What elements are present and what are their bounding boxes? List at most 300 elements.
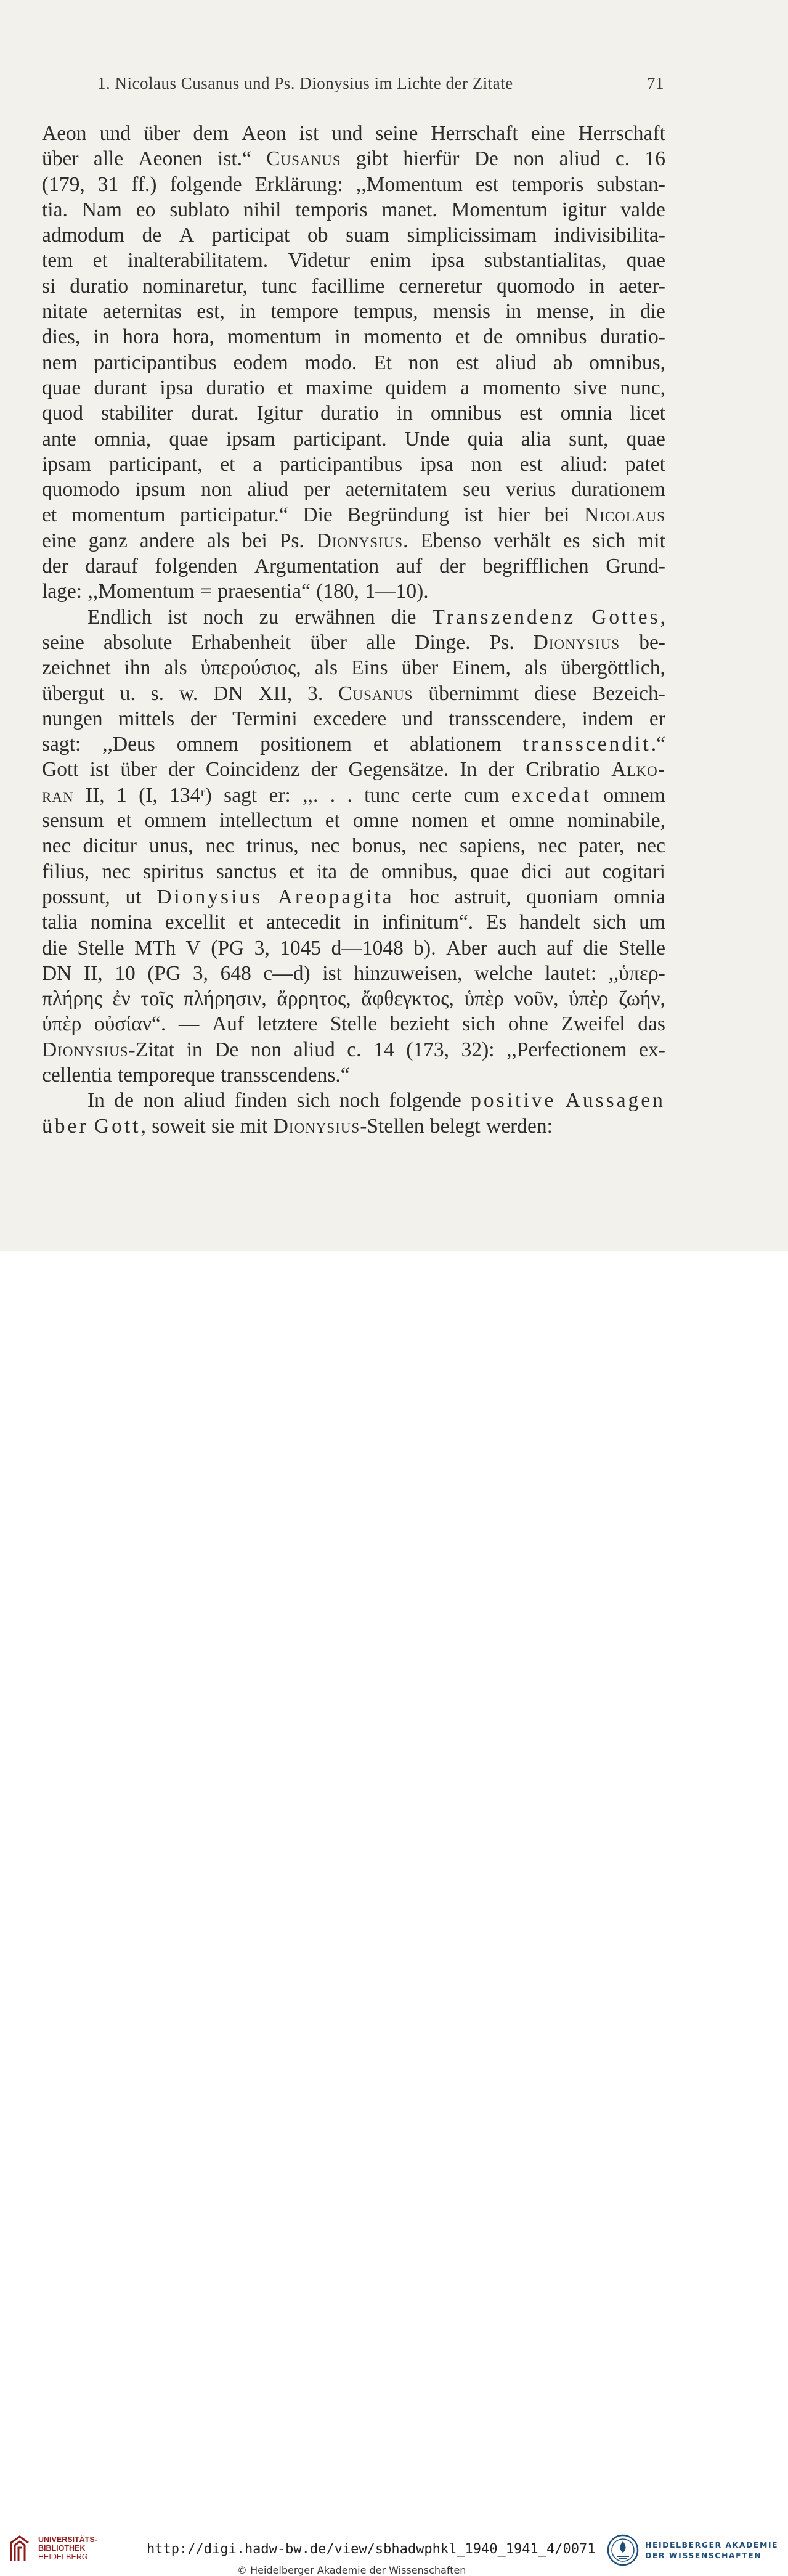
text-word: 134ʳ)	[169, 783, 212, 807]
text-word: omnem	[603, 783, 665, 807]
text-line	[42, 655, 665, 680]
text-word: über	[120, 758, 157, 781]
text-word: Stelle	[77, 936, 124, 960]
text-word: ist	[463, 503, 484, 527]
text-word: astruit,	[454, 885, 511, 908]
text-word: dem	[193, 122, 229, 145]
text-word: De	[214, 1038, 239, 1061]
spaced-emphasis: Aussagen	[565, 1089, 665, 1112]
text-word: momentum	[71, 503, 166, 527]
text-word: a	[460, 376, 470, 399]
text-word: ipsa	[160, 376, 193, 399]
text-word: .	[403, 529, 408, 552]
text-line	[42, 935, 665, 961]
text-word: nunc,	[620, 376, 665, 399]
text-word: nominabile,	[567, 809, 665, 833]
text-line	[42, 477, 665, 502]
running-title: 1. Nicolaus Cusanus und Ps. Dionysius im Lichte der Zitate	[97, 74, 513, 92]
text-word: In	[87, 1089, 105, 1112]
text-word: cellentia	[42, 1063, 112, 1086]
text-word: Aeon	[242, 122, 286, 145]
text-word: quomodo	[496, 274, 575, 298]
text-word: durat.	[191, 402, 239, 425]
text-word: und	[402, 707, 433, 730]
text-word: begrifflichen	[482, 555, 589, 578]
text-word: participatur.“	[179, 503, 288, 527]
text-word: momentum	[227, 325, 322, 349]
text-word: als	[164, 656, 187, 680]
text-word: hora	[123, 325, 160, 349]
text-word: simplicissimam	[407, 224, 537, 247]
spaced-emphasis: über	[42, 1114, 89, 1138]
text-word: et	[455, 325, 470, 349]
text-word: auf	[546, 936, 573, 960]
text-word: Es	[485, 911, 507, 934]
text-word: sensum	[42, 809, 104, 833]
text-line	[42, 859, 665, 884]
text-word: quomodo	[42, 478, 120, 502]
text-word: duratio	[70, 274, 129, 298]
text-word: ab	[553, 351, 573, 374]
text-word: der	[311, 758, 338, 781]
text-word: ,,Perfectionem	[506, 1038, 627, 1061]
text-word: quidem	[385, 376, 447, 399]
text-word: 3,	[192, 961, 208, 985]
text-word: lautet:	[545, 961, 597, 985]
text-word: omnibus,	[381, 860, 458, 883]
text-line	[42, 1062, 665, 1088]
text-word: est	[519, 452, 543, 476]
text-word: =	[200, 580, 212, 603]
text-word: belegt	[429, 1114, 481, 1138]
text-word: die	[583, 936, 609, 960]
text-line	[42, 426, 665, 452]
text-word: bei	[544, 503, 570, 527]
text-word: non	[201, 478, 232, 502]
text-word: ipsam	[42, 452, 92, 476]
text-word: quae	[42, 376, 81, 399]
text-word: tem	[42, 249, 73, 272]
text-word: übergöttlich,	[561, 656, 665, 680]
text-word: a	[253, 452, 262, 476]
text-line	[42, 528, 665, 553]
text-word: Eins	[351, 656, 388, 680]
text-word: mit	[638, 529, 665, 552]
text-word: als	[314, 656, 338, 680]
text-word: omnia	[614, 885, 665, 908]
text-word: Gott	[42, 758, 79, 781]
text-word: quae	[626, 249, 665, 272]
text-word: sie	[211, 1114, 235, 1138]
text-word: aliud	[293, 1038, 335, 1061]
text-word: ipsam	[225, 427, 275, 450]
text-word: in	[240, 300, 256, 324]
text-line	[42, 299, 665, 324]
text-word: in	[609, 300, 625, 324]
text-word: temporis	[511, 173, 584, 196]
text-word: mit	[240, 1114, 268, 1138]
text-word: noch	[203, 605, 243, 629]
text-word: über	[143, 122, 181, 145]
academy-name-line1: HEIDELBERGER AKADEMIE	[645, 2540, 779, 2550]
text-word: omnibus,	[589, 351, 665, 374]
text-word: Erhabenheit	[191, 630, 291, 654]
text-word: bei	[242, 529, 267, 552]
text-line	[42, 783, 665, 808]
text-word: si	[42, 274, 56, 298]
text-word: diese	[534, 682, 577, 705]
text-word: excedere	[313, 707, 387, 730]
text-word: indivisibilita-	[554, 224, 665, 247]
text-word: substan-	[596, 173, 665, 196]
text-word: Endlich	[87, 605, 152, 629]
academy-name-line2: DER WISSENSCHAFTEN	[645, 2551, 762, 2560]
text-word: sunt,	[569, 427, 609, 450]
text-word: nec	[102, 860, 131, 883]
text-word: est	[455, 351, 479, 374]
text-word: über	[310, 630, 347, 654]
text-word: temporis	[295, 198, 368, 221]
text-word: pater,	[579, 834, 625, 858]
text-word: mense,	[536, 300, 595, 324]
text-word: 1045	[280, 936, 322, 960]
text-word: darauf	[85, 555, 138, 578]
text-word: licet	[630, 402, 665, 425]
text-line	[42, 375, 665, 401]
text-word: ita	[316, 860, 338, 883]
text-word: be-	[639, 630, 665, 654]
text-word: in	[186, 1038, 203, 1061]
text-word: 1	[116, 783, 127, 807]
academy-logo[interactable]	[607, 2534, 778, 2566]
text-word: οὐσίαν“.	[94, 1013, 166, 1036]
text-word: der	[190, 707, 217, 730]
text-word: handelt	[519, 911, 580, 934]
text-line	[42, 172, 665, 197]
text-word: Stelle	[618, 936, 665, 960]
text-line	[42, 401, 665, 426]
text-word: (180,	[316, 580, 360, 603]
text-word: temporeque	[117, 1063, 215, 1086]
text-word: spiritus	[142, 860, 204, 883]
text-word: ζωήν,	[619, 987, 665, 1011]
text-word: mensis	[433, 300, 490, 324]
text-word: der	[439, 555, 466, 578]
text-word: ,,Momentum	[355, 173, 463, 196]
text-word: non	[471, 452, 502, 476]
text-word: trinus,	[246, 834, 299, 858]
text-word: als	[524, 656, 548, 680]
text-word: .	[330, 783, 336, 807]
text-word: Die	[303, 503, 333, 527]
text-word: auf	[396, 555, 423, 578]
text-word: ist.“	[217, 147, 251, 171]
text-word: mittels	[118, 707, 175, 730]
text-word: τοῖς	[140, 987, 173, 1011]
text-word: nominaretur,	[142, 274, 248, 298]
text-word: lage:	[42, 580, 83, 603]
text-word: et	[481, 809, 496, 833]
text-line	[42, 681, 665, 706]
text-word: nec	[205, 834, 235, 858]
text-line	[42, 121, 665, 146]
text-word: participant,	[108, 452, 203, 476]
paragraph	[42, 1088, 665, 1139]
spaced-emphasis: excedat	[511, 783, 591, 807]
text-word: nec	[537, 834, 567, 858]
text-word: erwähnen	[294, 605, 375, 629]
text-word: et	[238, 911, 254, 934]
text-word: et	[116, 809, 132, 833]
text-word: de	[114, 1089, 134, 1112]
text-line	[42, 706, 665, 732]
text-line	[42, 248, 665, 273]
text-word: valde	[620, 198, 665, 221]
text-word: w.	[179, 682, 198, 705]
text-line	[42, 1037, 665, 1062]
text-word: (I,	[139, 783, 158, 807]
text-word: 3,	[254, 936, 270, 960]
text-word: der	[42, 555, 68, 578]
text-word: participant.	[293, 427, 387, 450]
text-word: ἄφθεγκτος,	[361, 987, 454, 1011]
text-word: ist	[322, 961, 342, 985]
text-word: Termini	[232, 707, 298, 730]
academy-seal-icon	[607, 2534, 639, 2566]
text-word: et	[373, 733, 389, 756]
library-name-line3: HEIDELBERG	[38, 2553, 88, 2561]
text-word: Argumentation	[254, 555, 380, 578]
text-word: das	[638, 1013, 665, 1036]
text-word: und	[331, 122, 363, 145]
permalink-url[interactable]: http://digi.hadw-bw.de/view/sbhadwphkl_1940_1941_4/0071	[147, 2541, 596, 2557]
spaced-emphasis: Transzendenz	[432, 605, 576, 629]
text-word: sapiens,	[459, 834, 526, 858]
text-word: hier	[497, 503, 530, 527]
text-word: πλήρησιν,	[183, 987, 267, 1011]
text-word: omnem	[144, 809, 207, 833]
text-word: es	[563, 529, 580, 552]
text-word: sagt	[224, 783, 258, 807]
text-word: aeternitatem	[345, 478, 448, 502]
text-word: 3.	[307, 682, 323, 705]
text-word: ihn	[124, 656, 151, 680]
text-word: ff.)	[131, 173, 157, 196]
text-word: ipsa	[431, 249, 465, 272]
text-word: νοῦν,	[514, 987, 559, 1011]
text-word: c—d)	[263, 961, 311, 985]
text-word: verius	[505, 478, 556, 502]
text-word: sive	[574, 376, 607, 399]
text-word: nungen	[42, 707, 103, 730]
text-word: duratio	[320, 402, 379, 425]
text-word: und	[99, 122, 131, 145]
text-word: unus,	[148, 834, 193, 858]
text-word: hinzuweisen,	[354, 961, 463, 985]
text-word: ὑπὲρ	[42, 1013, 82, 1036]
text-line	[42, 197, 665, 222]
text-line	[42, 732, 665, 757]
text-word: (PG	[211, 936, 245, 960]
text-word: quae	[626, 427, 665, 450]
text-word: quod	[42, 402, 83, 425]
text-word: hoc	[409, 885, 439, 908]
small-caps-name: ran	[42, 783, 74, 807]
text-word: in	[505, 300, 522, 324]
text-word: duratio-	[599, 325, 665, 349]
text-word: filius,	[42, 860, 90, 883]
text-word: übergut	[42, 682, 105, 705]
library-name-line1: UNIVERSITÄTS-	[38, 2535, 97, 2544]
text-word: Erklärung:	[254, 173, 343, 196]
text-word: 1—10).	[365, 580, 429, 603]
running-head	[97, 74, 664, 93]
text-line	[42, 452, 665, 477]
text-word: 14	[373, 1038, 394, 1061]
text-word: ἄρρητος,	[277, 987, 351, 1011]
text-line	[42, 579, 665, 604]
text-word: Nam	[81, 198, 122, 221]
text-word: 32):	[461, 1038, 495, 1061]
scanned-page	[0, 0, 788, 1251]
text-word: et	[92, 249, 108, 272]
library-emblem-icon	[7, 2534, 32, 2562]
text-line	[42, 146, 665, 171]
text-word: transscendere,	[449, 707, 567, 730]
text-word: aliud	[559, 147, 601, 171]
text-word: (179,	[42, 173, 85, 196]
text-word: Et	[373, 351, 392, 374]
text-word: ἐν	[112, 987, 131, 1011]
text-word: die	[640, 300, 665, 324]
text-word: u.	[120, 682, 136, 705]
text-word: et	[325, 809, 340, 833]
text-word: manet.	[381, 198, 437, 221]
text-word: hierfür	[403, 147, 460, 171]
text-word: omnem	[176, 733, 239, 756]
text-word: tunc	[261, 274, 298, 298]
text-word: ante	[42, 427, 76, 450]
text-word: soweit	[152, 1114, 206, 1138]
text-word: (173,	[406, 1038, 450, 1061]
text-word: A	[179, 224, 195, 247]
text-word: ist	[168, 605, 187, 629]
text-word: ipsa	[420, 452, 453, 476]
text-word: substantialitas,	[484, 249, 607, 272]
text-word: auch	[497, 936, 537, 960]
text-word: in	[588, 274, 605, 298]
text-word: verhält	[493, 529, 551, 552]
text-word: um	[639, 911, 665, 934]
text-word: admodum	[42, 224, 124, 247]
text-word: -Zitat	[128, 1038, 174, 1061]
text-word: patet	[625, 452, 665, 476]
text-word: sich	[593, 911, 627, 934]
text-word: aliud	[184, 1089, 225, 1112]
text-word: 16	[644, 147, 665, 171]
text-word: dici	[521, 860, 553, 883]
text-word: er	[649, 707, 665, 730]
text-word: tempore	[270, 300, 339, 324]
text-word: dies,	[42, 325, 81, 349]
text-word: Gegensätze.	[348, 758, 449, 781]
text-word: aliud:	[560, 452, 608, 476]
text-word: certe	[412, 783, 452, 807]
text-word: omnibus	[430, 402, 502, 425]
page-number: 71	[647, 74, 664, 92]
text-word: ganz	[88, 529, 128, 552]
text-line	[42, 986, 665, 1011]
text-word: letztere	[256, 1013, 318, 1036]
text-line	[42, 502, 665, 528]
text-word: inalterabilitatem.	[128, 249, 269, 272]
spaced-emphasis: Dionysius	[156, 885, 263, 908]
text-word: Zweifel	[561, 1013, 625, 1036]
text-word: MTh	[134, 936, 176, 960]
text-word: ist	[89, 758, 110, 781]
spaced-emphasis: Gott	[94, 1114, 141, 1138]
text-word: non	[513, 147, 545, 171]
text-word: omnia,	[94, 427, 152, 450]
text-word: welche	[474, 961, 533, 985]
text-word: über	[42, 147, 79, 171]
paragraph	[42, 121, 665, 605]
text-word: folgenden	[155, 555, 238, 578]
text-word: seine	[42, 630, 84, 654]
text-word: quae	[169, 427, 208, 450]
text-word: aliud	[495, 351, 537, 374]
small-caps-name: Alko-	[611, 758, 665, 781]
text-word: seine	[375, 122, 418, 145]
text-word: participantibus	[279, 452, 403, 476]
text-word: nec	[636, 834, 665, 858]
text-word: Aeon	[42, 122, 87, 145]
text-word: Aeonen	[138, 147, 203, 171]
university-library-logo[interactable]	[7, 2534, 97, 2562]
text-word: In	[460, 758, 477, 781]
text-word: eine	[530, 122, 566, 145]
text-word: alia	[521, 427, 551, 450]
text-word: duratio	[206, 376, 265, 399]
text-word: nec	[418, 834, 448, 858]
text-word: Grund-	[606, 555, 665, 578]
text-line	[42, 1011, 665, 1037]
text-word: als	[206, 529, 230, 552]
small-caps-name: Dionysius	[533, 630, 620, 654]
text-word: (PG	[147, 961, 181, 985]
text-word: enim	[370, 249, 412, 272]
body-text	[42, 121, 665, 1139]
text-word: antecedit	[266, 911, 341, 934]
text-word: et	[220, 452, 235, 476]
text-word: XII,	[258, 682, 293, 705]
text-word: 10	[115, 961, 136, 985]
text-word: omnia	[560, 402, 612, 425]
text-word: eine	[42, 529, 76, 552]
text-line	[42, 274, 665, 299]
text-word: Videtur	[288, 249, 350, 272]
text-word: cum	[463, 783, 500, 807]
text-word: zeichnet	[42, 656, 111, 680]
text-word: de	[349, 860, 369, 883]
text-line	[42, 757, 665, 782]
text-word: andere	[139, 529, 195, 552]
text-word: nec	[42, 834, 71, 858]
text-word: nec	[311, 834, 340, 858]
text-word: suam	[346, 224, 389, 247]
text-word: über	[401, 656, 439, 680]
text-word: nitate	[42, 300, 88, 324]
